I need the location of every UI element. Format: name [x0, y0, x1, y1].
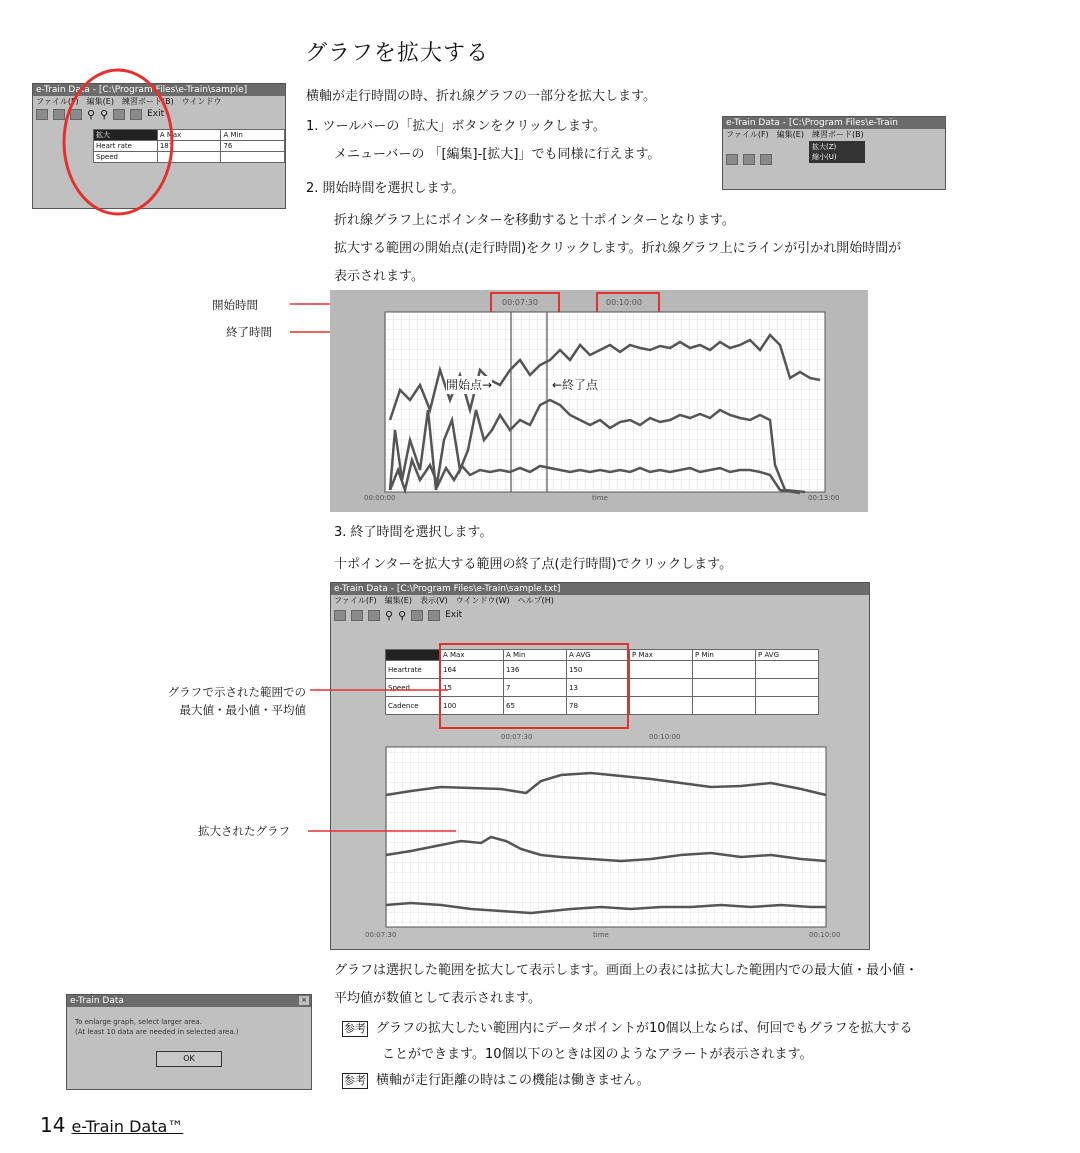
x-axis-title: time [592, 494, 608, 502]
alert-message [67, 1007, 311, 1037]
open-icon[interactable] [36, 109, 48, 120]
print-icon[interactable] [760, 154, 772, 165]
end-time-callout: 終了時間 [226, 325, 272, 339]
end-time-label: 00:10:00 [606, 298, 642, 307]
open-icon[interactable] [726, 154, 738, 165]
zoomed-callout-line [308, 826, 468, 836]
highlight-circle [60, 66, 176, 218]
zoom-out-icon[interactable]: ⚲ [100, 107, 109, 121]
zoomed-window-screenshot [330, 582, 870, 950]
note1 [342, 1020, 913, 1038]
table-cell: 100 [441, 697, 504, 715]
table-cell [221, 152, 285, 163]
page-title: グラフを拡大する [305, 41, 490, 66]
table-header-cell: 拡大 [94, 130, 158, 141]
x-axis-end: 00:13:00 [808, 494, 840, 502]
menu-bar: ファイル(F) 編集(E) 練習ボード(B) ウインドウ [36, 97, 222, 106]
start-time-label: 00:07:30 [502, 298, 538, 307]
step2-line4: 表示されます。 [334, 269, 424, 284]
menu-bar: ファイル(F) 編集(E) 練習ボード(B) [726, 130, 864, 139]
table-cell: 15 [441, 679, 504, 697]
ok-button[interactable]: OK [156, 1051, 222, 1067]
table-cell: 13 [567, 679, 630, 697]
zoom-in-icon[interactable]: ⚲ [87, 107, 96, 121]
table-header-cell: A Min [221, 130, 285, 141]
note1-line2: ことができます。10個以下のときは図のようなアラートが表示されます。 [382, 1047, 813, 1062]
alert-message-line2: (At least 10 data are needed in selected area.) [75, 1028, 239, 1036]
menu-item-zoom-in[interactable]: 拡大(Z) [812, 143, 837, 151]
table-header-cell: P AVG [756, 650, 819, 661]
table-cell: 78 [567, 697, 630, 715]
footer [40, 1113, 183, 1137]
step3-subtext: 十ポインターを拡大する範囲の終了点(走行時間)でクリックします。 [334, 557, 733, 572]
edit-dropdown [809, 141, 865, 163]
brand-name: e-Train Data™ [71, 1117, 184, 1136]
time-label-start: 00:07:30 [501, 733, 533, 741]
table-cell: Speed [94, 152, 158, 163]
x-axis-start: 00:07:30 [365, 931, 397, 939]
chart-plot [330, 290, 868, 512]
window-title: e-Train Data - [C:\Program Files\e-Train [723, 117, 945, 129]
table-cell: 65 [504, 697, 567, 715]
intro-text: 横軸が走行時間の時、折れ線グラフの一部分を拡大します。 [306, 89, 656, 104]
alert-message-line1: To enlarge graph, select larger area. [75, 1018, 202, 1026]
exit-button[interactable]: Exit [147, 109, 165, 119]
step2-line3: 拡大する範囲の開始点(走行時間)をクリックします。折れ線グラフ上にラインが引かれ開始時間が [334, 241, 902, 256]
end-point-label: ←終了点 [552, 378, 599, 392]
table-cell: 76 [221, 141, 285, 152]
start-point-label: 開始点→ [446, 378, 493, 392]
zoomed-graph-callout: 拡大されたグラフ [198, 824, 290, 838]
window-title: e-Train Data - [C:\Program Files\e-Train\sample] [33, 84, 285, 96]
alert-dialog [66, 994, 312, 1090]
menu-screenshot [722, 116, 946, 190]
range-callout-line [310, 684, 460, 696]
zoom-out-icon[interactable]: ⚲ [398, 608, 407, 622]
table-cell: Cadence [386, 697, 441, 715]
table-cell: 187 [157, 141, 221, 152]
x-axis-start: 00:00:00 [364, 494, 396, 502]
zoomed-chart [331, 583, 869, 949]
table-cell: Heartrate [386, 661, 441, 679]
menu-item-zoom-out[interactable]: 縮小(U) [812, 153, 837, 161]
note2 [342, 1072, 650, 1090]
close-icon[interactable]: × [299, 996, 309, 1005]
step3-text: 3. 終了時間を選択します。 [334, 525, 493, 540]
table-cell: 7 [504, 679, 567, 697]
window-title: e-Train Data - [C:\Program Files\e-Train\sample.txt] [331, 583, 869, 595]
step2-text: 2. 開始時間を選択します。 [306, 181, 465, 196]
line-chart-before [330, 290, 868, 512]
note1-line1: グラフの拡大したい範囲内にデータポイントが10個以上ならば、何回でもグラフを拡大する [376, 1021, 913, 1036]
menu-bar: ファイル(F) 編集(E) 表示(V) ウインドウ(W) ヘルプ(H) [334, 596, 554, 605]
table-cell: 150 [567, 661, 630, 679]
table-header-cell: A Max [441, 650, 504, 661]
table-cell: Speed [386, 679, 441, 697]
table-cell: 164 [441, 661, 504, 679]
table-cell: 136 [504, 661, 567, 679]
alert-title-bar [67, 995, 311, 1007]
x-axis-end: 00:10:00 [809, 931, 841, 939]
zoom-in-icon[interactable]: ⚲ [385, 608, 394, 622]
range-callout-line1: グラフで示された範囲での [167, 685, 306, 699]
page-number: 14 [40, 1113, 66, 1137]
save-icon[interactable] [743, 154, 755, 165]
table-header-cell: A AVG [567, 650, 630, 661]
step2-line2: 折れ線グラフ上にポインターを移動すると十ポインターとなります。 [334, 213, 735, 228]
table-header-cell: P Max [630, 650, 693, 661]
result-text-line2: 平均値が数値として表示されます。 [334, 991, 541, 1006]
note2-text: 横軸が走行距離の時はこの機能は働きません。 [376, 1073, 650, 1088]
exit-button[interactable]: Exit [445, 610, 463, 620]
table-header-cell: P Min [693, 650, 756, 661]
table-header-cell: A Max [157, 130, 221, 141]
step1-subtext: メニューバーの 「[編集]-[拡大]」でも同様に行えます。 [334, 147, 661, 162]
step1-text: 1. ツールバーの「拡大」ボタンをクリックします。 [306, 119, 606, 134]
note-tag: 参考 [344, 1022, 366, 1035]
note-tag: 参考 [344, 1074, 366, 1087]
result-text-line1: グラフは選択した範囲を拡大して表示します。画面上の表には拡大した範囲内での最大値・最小値・ [334, 963, 918, 978]
start-time-callout: 開始時間 [212, 298, 258, 312]
alert-title: e-Train Data [70, 996, 124, 1006]
x-axis-title: time [593, 931, 609, 939]
range-callout-line2: 最大値・最小値・平均値 [179, 703, 306, 717]
table-cell: Heart rate [94, 141, 158, 152]
time-label-end: 00:10:00 [649, 733, 681, 741]
table-header-cell: A Min [504, 650, 567, 661]
